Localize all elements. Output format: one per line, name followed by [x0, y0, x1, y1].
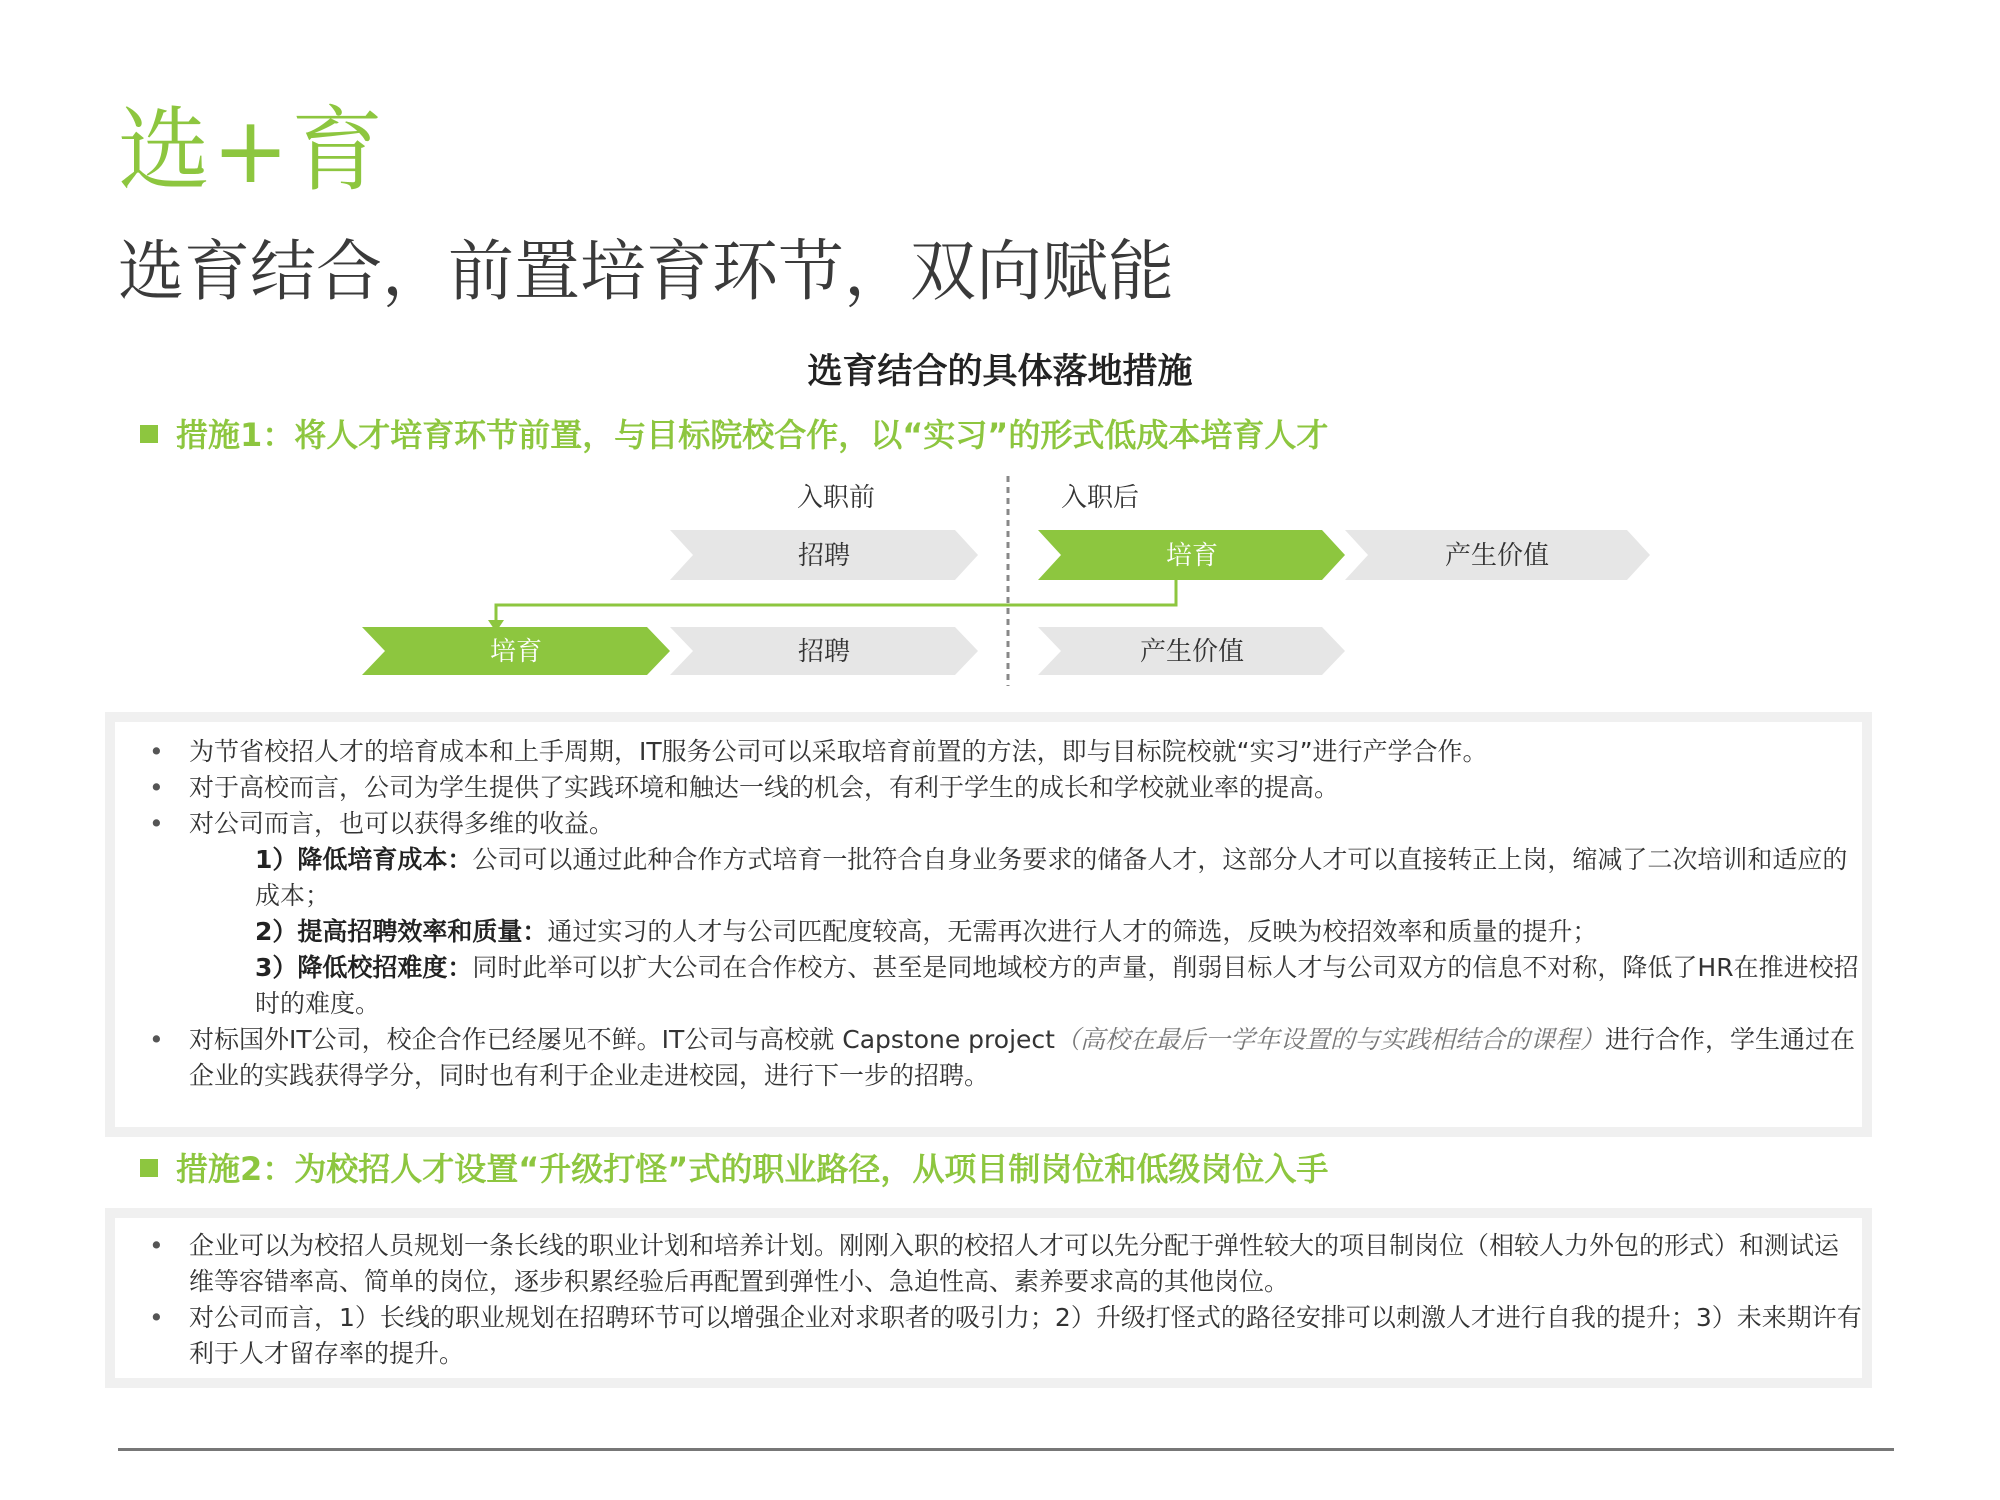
top-step-train — [1038, 530, 1345, 580]
list-item — [133, 1300, 1863, 1372]
square-bullet-icon — [140, 1159, 158, 1177]
list-item-text: 对公司而言，也可以获得多维的收益。 — [189, 809, 615, 838]
benefit-item — [133, 842, 1863, 914]
list-item-text: 对于高校而言，公司为学生提供了实践环境和触达一线的机会，有利于学生的成长和学校就业率的提高。 — [189, 773, 1340, 802]
list-item — [133, 1228, 1863, 1300]
benefit-text: 公司可以通过此种合作方式培育一批符合自身业务要求的储备人才，这部分人才可以直接转正上岗，缩减了二次培训和适应的成本； — [255, 845, 1848, 910]
page-title: 选育结合，前置培育环节，双向赋能 — [118, 233, 1174, 310]
diagram-title: 选育结合的具体落地措施 — [807, 352, 1193, 392]
list-item-text: 对标国外IT公司，校企合作已经屡见不鲜。IT公司与高校就 Capstone project — [189, 1025, 1055, 1054]
list-item — [133, 734, 1863, 770]
capstone-note: （高校在最后一学年设置的与实践相结合的课程） — [1054, 1025, 1605, 1054]
benefit-text: 同时此举可以扩大公司在合作校方、甚至是同地域校方的声量，削弱目标人才与公司双方的信息不对称，降低了HR在推进校招时的难度。 — [255, 953, 1859, 1018]
before-label: 入职前 — [796, 483, 876, 513]
list-item — [133, 806, 1863, 842]
list-item-text: 对公司而言，1）长线的职业规划在招聘环节可以增强企业对求职者的吸引力；2）升级打怪式的路径安排可以刺激人才进行自我的提升；3）未来期许有利于人才留存率的提升。 — [189, 1303, 1862, 1368]
bottom-step-train — [362, 627, 670, 675]
list-item-text: 进行合作，学生通过在企业的实践获得学分，同时也有利于企业走进校园，进行下一步的招聘。 — [189, 1025, 1855, 1090]
bottom-step-value-label: 产生价值 — [1139, 637, 1245, 667]
benefit-label: 3）降低校招难度： — [255, 953, 473, 982]
measure-2-panel — [105, 1208, 1872, 1388]
benefit-item — [133, 950, 1863, 1022]
bottom-step-train-label: 培育 — [489, 637, 543, 667]
measure-1-heading — [140, 416, 1328, 454]
benefit-label: 2）提高招聘效率和质量： — [255, 917, 548, 946]
benefit-text: 通过实习的人才与公司匹配度较高，无需再次进行人才的筛选，反映为校招效率和质量的提升； — [547, 917, 1598, 946]
top-step-recruit — [670, 530, 978, 580]
top-step-recruit-label: 招聘 — [797, 541, 851, 571]
bullet-icon: • — [149, 809, 164, 838]
bullet-icon: • — [149, 737, 164, 766]
benefit-item — [133, 914, 1863, 950]
list-item — [133, 770, 1863, 806]
bottom-step-value — [1038, 627, 1345, 675]
measure-1-heading-text: 措施1：将人才培育环节前置，与目标院校合作，以“实习”的形式低成本培育人才 — [176, 416, 1329, 454]
bullet-icon: • — [149, 1231, 164, 1260]
top-step-value-label: 产生价值 — [1444, 541, 1550, 571]
list-item-text: 为节省校招人才的培育成本和上手周期，IT服务公司可以采取培育前置的方法，即与目标院校就“实习”进行产学合作。 — [189, 737, 1488, 766]
after-label: 入职后 — [1060, 483, 1140, 513]
measure-2-heading-text: 措施2：为校招人才设置“升级打怪”式的职业路径，从项目制岗位和低级岗位入手 — [176, 1150, 1329, 1188]
list-item-text: 企业可以为校招人员规划一条长线的职业计划和培养计划。刚刚入职的校招人才可以先分配于弹性较大的项目制岗位（相较人力外包的形式）和测试运维等容错率高、简单的岗位，逐步积累经验后再配置到弹性小、急迫性高、素养要求高的其他岗位。 — [189, 1231, 1840, 1296]
top-step-train-label: 培育 — [1165, 541, 1219, 571]
bullet-icon: • — [149, 1025, 164, 1054]
section-tag: 选+育 — [118, 97, 386, 204]
bottom-step-recruit-label: 招聘 — [797, 637, 851, 667]
bottom-divider — [118, 1448, 1894, 1451]
measure-2-heading — [140, 1150, 1328, 1188]
bottom-step-recruit — [670, 627, 978, 675]
move-forward-arrow — [496, 580, 1176, 622]
process-diagram — [0, 460, 2000, 700]
measure-1-list — [133, 734, 1863, 1094]
benefit-label: 1）降低培育成本： — [255, 845, 473, 874]
square-bullet-icon — [140, 425, 158, 443]
bullet-icon: • — [149, 1303, 164, 1332]
measure-2-list — [133, 1228, 1863, 1372]
measure-1-panel — [105, 712, 1872, 1137]
list-item — [133, 1022, 1863, 1094]
top-step-value — [1345, 530, 1650, 580]
bullet-icon: • — [149, 773, 164, 802]
